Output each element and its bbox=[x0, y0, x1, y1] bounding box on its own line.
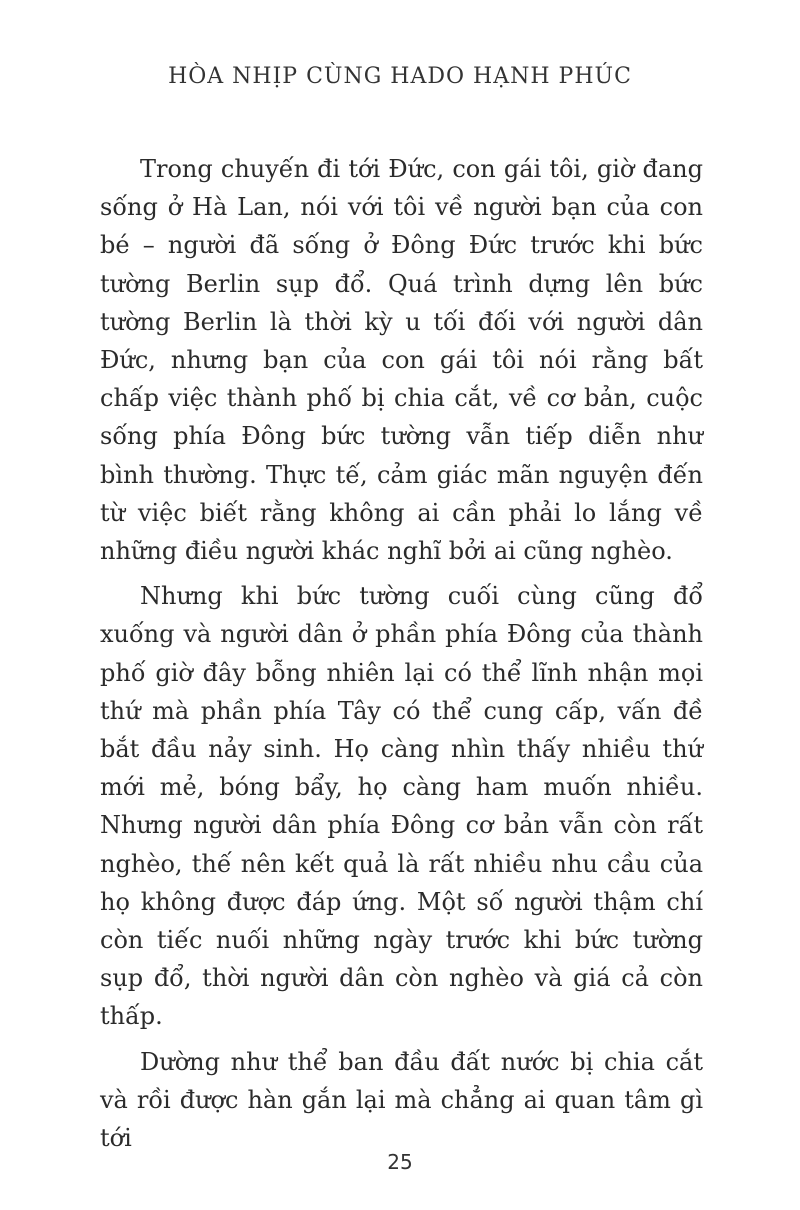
running-header: HÒA NHỊP CÙNG HADO HẠNH PHÚC bbox=[168, 64, 632, 89]
paragraph-1: Trong chuyến đi tới Đức, con gái tôi, giờ đang sống ở Hà Lan, nói với tôi về người bạn của con bé – người đã sống ở Đông Đức trước khi bức tường Berlin sụp đổ. Quá trình dựng lên bức tường Berlin là thời kỳ u tối đối với người dân Đức, nhưng bạn của con gái tôi nói rằng bất chấp việc thành phố bị chia cắt, về cơ bản, cuộc sống phía Đông bức tường vẫn tiếp diễn như bình thường. Thực tế, cảm giác mãn nguyện đến từ việc biết rằng không ai cần phải lo lắng về những điều người khác nghĩ bởi ai cũng nghèo. bbox=[100, 155, 703, 566]
page-number: 25 bbox=[387, 1150, 413, 1174]
body-text bbox=[100, 150, 703, 1164]
paragraph-2: Nhưng khi bức tường cuối cùng cũng đổ xuống và người dân ở phần phía Đông của thành phố giờ đây bỗng nhiên lại có thể lĩnh nhận mọi thứ mà phần phía Tây có thể cung cấp, vấn đề bắt đầu nảy sinh. Họ càng nhìn thấy nhiều thứ mới mẻ, bóng bẩy, họ càng ham muốn nhiều. Nhưng người dân phía Đông cơ bản vẫn còn rất nghèo, thế nên kết quả là rất nhiều nhu cầu của họ không được đáp ứng. Một số người thậm chí còn tiếc nuối những ngày trước khi bức tường sụp đổ, thời người dân còn nghèo và giá cả còn thấp. bbox=[100, 582, 703, 1031]
paragraph-3: Dường như thể ban đầu đất nước bị chia cắt và rồi được hàn gắn lại mà chẳng ai quan tâm gì tới bbox=[100, 1047, 703, 1153]
